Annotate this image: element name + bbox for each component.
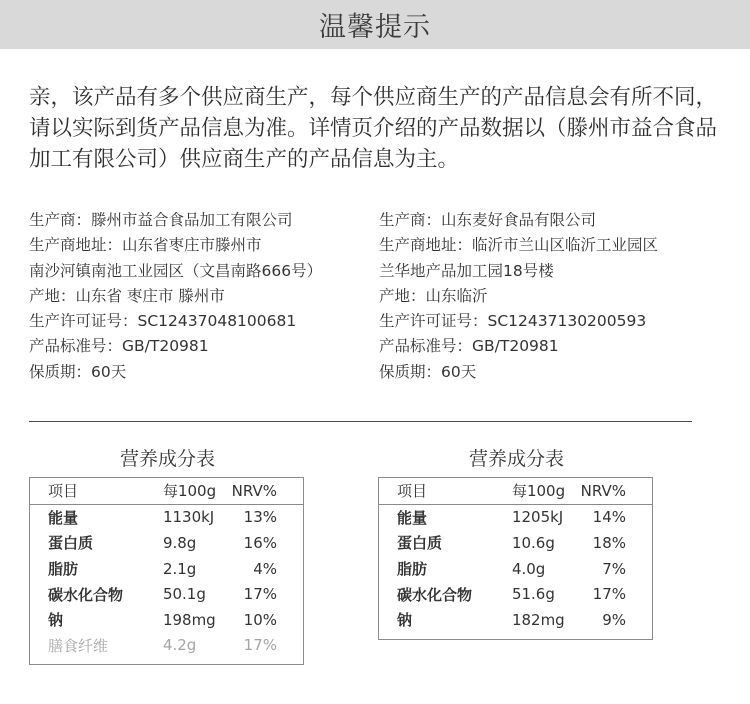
table-row: [30, 633, 304, 665]
nutrient-name: 脂肪: [397, 560, 428, 579]
header-nrv: NRV%: [231, 481, 277, 500]
header-nrv: NRV%: [580, 481, 626, 500]
header-per-100g: 每100g: [162, 482, 217, 501]
table-row: [30, 530, 304, 556]
supplier-notice: 亲，该产品有多个供应商生产，每个供应商生产的产品信息会有所不同，请以实际到货产品信息为准。详情页介绍的产品数据以（滕州市益合食品加工有限公司）供应商生产的产品信息为主。: [29, 85, 718, 172]
nutrient-nrv: 7%: [602, 559, 626, 578]
nutrient-nrv: 13%: [243, 508, 277, 527]
supplier-2-manufacturer: 生产商：山东麦好食品有限公司: [379, 211, 597, 229]
table-header-row: [379, 478, 653, 505]
table-row: [30, 607, 304, 633]
nutrient-name: 蛋白质: [397, 534, 443, 553]
nutrient-nrv: 18%: [592, 533, 626, 552]
nutrient-nrv: 4%: [253, 559, 277, 578]
nutrition-table-2: [378, 477, 653, 640]
nutrition-table-1: [29, 477, 304, 665]
supplier-2-address: 生产商地址：临沂市兰山区临沂工业园区: [379, 236, 659, 255]
nutrient-amount: 50.1g: [162, 585, 206, 604]
supplier-1-shelf-life: 保质期：60天: [29, 362, 127, 381]
table-row: [30, 556, 304, 582]
supplier-1-standard: 产品标准号：GB/T20981: [29, 337, 209, 356]
nutrient-nrv: 17%: [243, 585, 277, 604]
nutrient-name: 钠: [48, 611, 64, 630]
nutrient-name: 膳食纤维: [48, 636, 109, 655]
nutrient-nrv: 16%: [243, 533, 277, 552]
supplier-2-shelf-life: 保质期：60天: [379, 362, 477, 381]
header-item: 项目: [397, 482, 428, 501]
nutrient-nrv: 17%: [592, 585, 626, 604]
nutrient-name: 碳水化合物: [397, 585, 473, 604]
nutrient-amount: 4.0g: [511, 559, 546, 578]
nutrient-amount: 51.6g: [511, 585, 555, 604]
supplier-1-manufacturer: 生产商：滕州市益合食品加工有限公司: [29, 211, 293, 229]
nutrient-amount: 10.6g: [511, 533, 555, 552]
nutrient-amount: 9.8g: [162, 533, 197, 552]
supplier-2-address-cont: 兰华地产品加工园18号楼: [379, 261, 554, 280]
supplier-1-origin: 产地：山东省 枣庄市 滕州市: [29, 286, 225, 305]
table-row: [379, 504, 653, 530]
nutrient-name: 钠: [397, 611, 413, 630]
supplier-1-address-cont: 南沙河镇南池工业园区（文昌南路666号）: [29, 261, 323, 280]
nutrient-nrv: 10%: [243, 610, 277, 629]
nutrient-nrv: 9%: [602, 610, 626, 629]
nutrient-name: 碳水化合物: [48, 585, 124, 604]
nutrient-name: 蛋白质: [48, 534, 94, 553]
nutrient-amount: 198mg: [162, 610, 216, 629]
nutrient-name: 能量: [48, 508, 79, 527]
table-row: [30, 504, 304, 530]
nutrient-amount: 1130kJ: [162, 508, 215, 527]
supplier-1-license: 生产许可证号：SC12437048100681: [29, 312, 297, 331]
banner-title: 温馨提示: [319, 12, 431, 43]
supplier-info-2: [379, 208, 658, 385]
nutrient-name: 脂肪: [48, 560, 79, 579]
nutrient-amount: 4.2g: [162, 636, 197, 655]
nutrient-amount: 2.1g: [162, 559, 197, 578]
supplier-2-origin: 产地：山东临沂: [379, 286, 488, 305]
section-divider: [29, 421, 692, 422]
table-header-row: [30, 478, 304, 505]
supplier-1-address: 生产商地址：山东省枣庄市滕州市: [29, 236, 262, 255]
table-row: [30, 581, 304, 607]
notice-banner: [0, 0, 750, 49]
table-row: [379, 556, 653, 582]
nutrition-title-2: 营养成分表: [468, 448, 564, 470]
supplier-2-standard: 产品标准号：GB/T20981: [379, 337, 559, 356]
nutrient-amount: 1205kJ: [511, 508, 564, 527]
nutrient-amount: 182mg: [511, 610, 565, 629]
table-row: [379, 581, 653, 607]
header-per-100g: 每100g: [511, 482, 566, 501]
nutrition-title-1: 营养成分表: [119, 448, 215, 470]
supplier-info-1: [29, 208, 322, 385]
header-item: 项目: [48, 482, 79, 501]
nutrient-name: 能量: [397, 508, 428, 527]
supplier-2-license: 生产许可证号：SC12437130200593: [379, 312, 647, 331]
table-row: [379, 530, 653, 556]
table-row: [379, 607, 653, 639]
nutrient-nrv: 14%: [592, 508, 626, 527]
nutrient-nrv: 17%: [243, 636, 277, 655]
